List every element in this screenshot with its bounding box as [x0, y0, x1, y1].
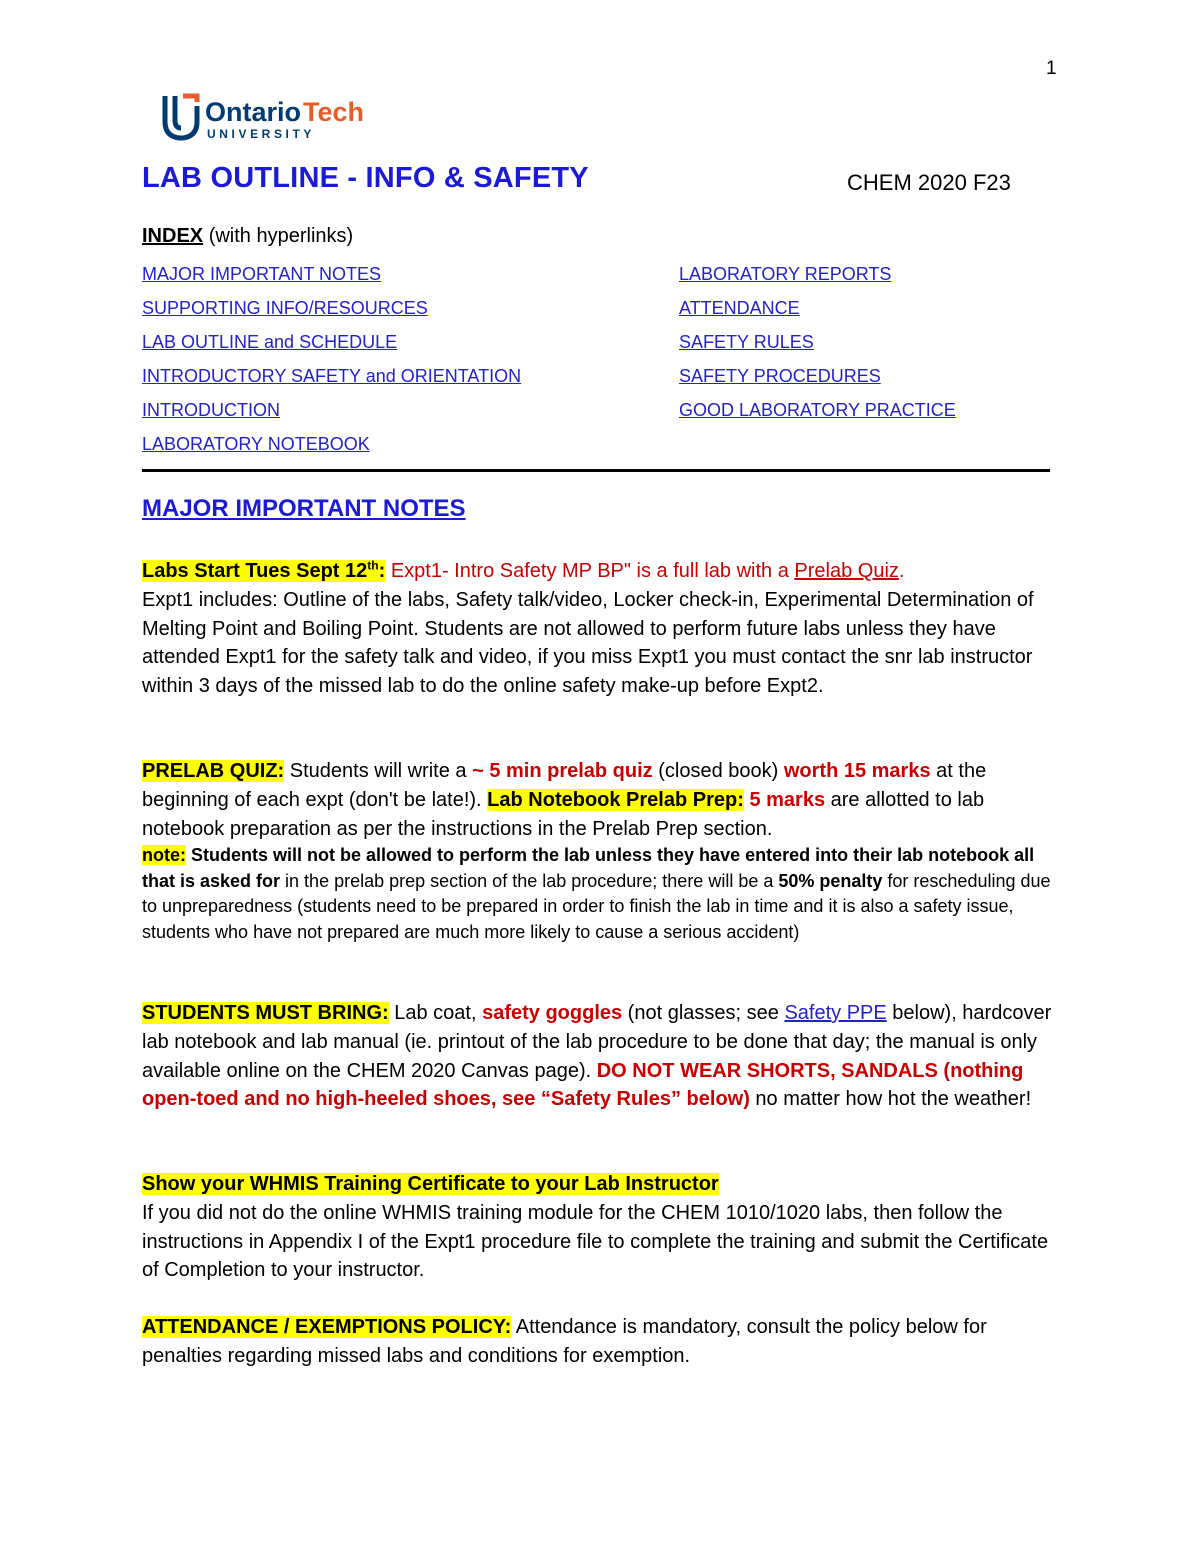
whmis-paragraph: Show your WHMIS Training Certificate to your Lab Instructor If you did not do the online WHMIS training module for the CHEM 1010/1020 labs, then follow the instructions in Appendix I of the Expt1 procedure file to complete the training and submit the Certificate of Completion to your instructor.	[142, 1173, 1049, 1282]
prelab-quiz-highlight: PRELAB QUIZ:	[142, 760, 285, 782]
expt1-description: Expt1 includes: Outline of the labs, Safety talk/video, Locker check-in, Experimental Determination of Melting Point and Boiling Point. Students are not allowed to perform future labs unless they have attended Expt1 for the safety talk and video, if you miss Expt1 you must contact the snr lab instructor within 3 days of the missed lab to do the online safety make-up before Expt2.	[142, 588, 1034, 698]
note-highlight: note:	[142, 845, 186, 865]
link-supporting-info[interactable]: SUPPORTING INFO/RESOURCES	[142, 298, 428, 318]
section-title: MAJOR IMPORTANT NOTES	[142, 495, 466, 522]
notebook-prep-highlight: Lab Notebook Prelab Prep:	[487, 788, 744, 811]
link-attendance[interactable]: ATTENDANCE	[679, 298, 800, 318]
index-label: INDEX	[142, 225, 204, 247]
link-introduction[interactable]: INTRODUCTION	[142, 400, 280, 420]
prelab-quiz-paragraph: PRELAB QUIZ: Students will write a ~ 5 min prelab quiz (closed book) worth 15 marks at the beginning of each expt (don't be late!). Lab Notebook Prelab Prep: 5 marks are allotted to lab notebook preparation as per the instructions in the Prelab Prep section.	[142, 760, 987, 840]
link-safety-procedures[interactable]: SAFETY PROCEDURES	[679, 366, 881, 386]
link-safety-rules[interactable]: SAFETY RULES	[679, 332, 814, 352]
note-paragraph: note: Students will not be allowed to perform the lab unless they have entered into their lab notebook all that is asked for in the prelab prep section of the lab procedure; there will be a 50% penalty for rescheduling due to unpreparedness (students need to be prepared in order to finish the lab in time and it is also a safety issue, students who have not prepared are much more likely to cause a serious accident)	[142, 845, 1051, 942]
ontario-tech-logo	[161, 92, 391, 142]
divider	[142, 469, 1050, 472]
attendance-highlight: ATTENDANCE / EXEMPTIONS POLICY:	[142, 1316, 512, 1338]
logo-wordmark-university: UNIVERSITY	[207, 127, 316, 141]
safety-ppe-link[interactable]: Safety PPE	[784, 1002, 887, 1024]
students-must-bring-paragraph: STUDENTS MUST BRING: Lab coat, safety goggles (not glasses; see Safety PPE below), hardcover lab notebook and lab manual (ie. printout of the lab procedure to be done that day; the manual is only available online on the CHEM 2020 Canvas page). DO NOT WEAR SHORTS, SANDALS (nothing open-toed and no high-heeled shoes, see “Safety Rules” below) no matter how hot the weather!	[142, 1002, 1052, 1111]
labs-start-highlight: Labs Start Tues Sept 12th:	[142, 558, 386, 582]
index-note: (with hyperlinks)	[208, 225, 354, 247]
whmis-highlight: Show your WHMIS Training Certificate to your Lab Instructor	[142, 1173, 719, 1195]
document-title: LAB OUTLINE - INFO & SAFETY	[142, 162, 589, 194]
index-heading	[142, 225, 353, 248]
labs-start-paragraph: Labs Start Tues Sept 12th: Expt1- Intro Safety MP BP" is a full lab with a Prelab Quiz. Expt1 includes: Outline of the labs, Safety talk/video, Locker check-in, Experimental Determination of Melting Point and Boiling Point. Students are not allowed to perform future labs unless they have attended Expt1 for the safety talk and video, if you miss Expt1 you must contact the snr lab instructor within 3 days of the missed lab to do the online safety make-up before Expt2.	[142, 558, 1034, 698]
must-bring-highlight: STUDENTS MUST BRING:	[142, 1002, 389, 1024]
course-code: CHEM 2020 F23	[847, 170, 1011, 195]
logo-wordmark-tech: Tech	[303, 97, 365, 127]
link-lab-outline-schedule[interactable]: LAB OUTLINE and SCHEDULE	[142, 332, 398, 352]
link-laboratory-reports[interactable]: LABORATORY REPORTS	[679, 264, 892, 284]
page-number: 1	[1046, 58, 1057, 79]
logo-wordmark-ontario: Ontario	[205, 97, 302, 127]
link-major-important-notes[interactable]: MAJOR IMPORTANT NOTES	[142, 264, 382, 284]
link-laboratory-notebook[interactable]: LABORATORY NOTEBOOK	[142, 434, 370, 454]
attendance-paragraph: ATTENDANCE / EXEMPTIONS POLICY: Attendance is mandatory, consult the policy below for penalties regarding missed labs and conditions for exemption.	[142, 1316, 987, 1367]
link-good-lab-practice[interactable]: GOOD LABORATORY PRACTICE	[679, 400, 956, 420]
prelab-quiz-link[interactable]: Prelab Quiz	[794, 560, 899, 582]
link-introductory-safety[interactable]: INTRODUCTORY SAFETY and ORIENTATION	[142, 366, 522, 386]
